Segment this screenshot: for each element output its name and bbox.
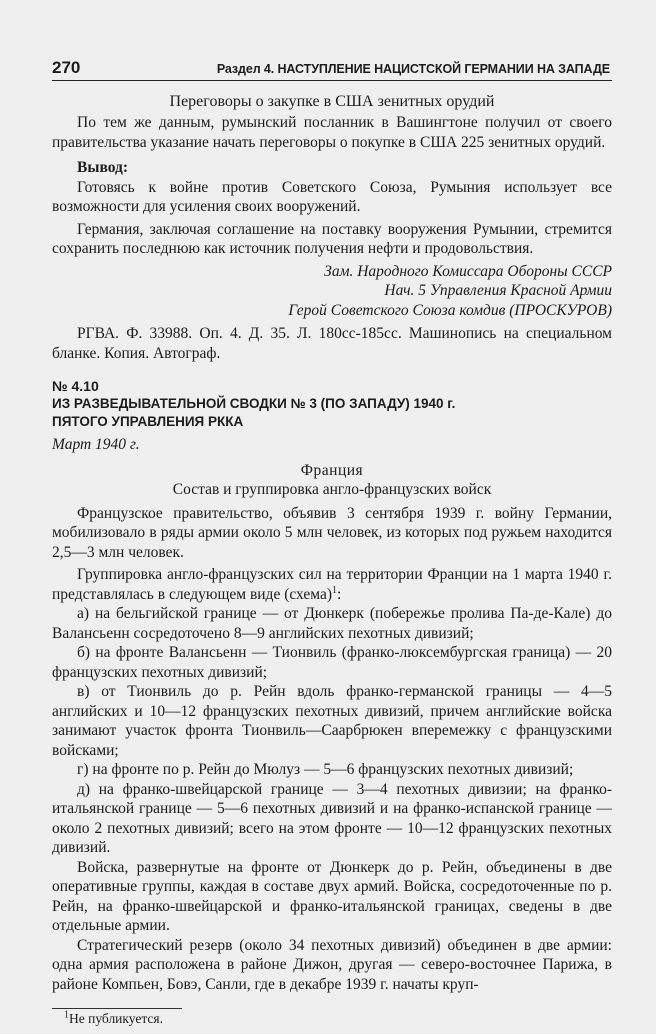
paragraph: Войска, развернутые на фронте от Дюнкерк до р. Рейн, объединены в две оперативные группы, каждая в составе двух армий. Войска, сосредоточенные по р. Рейн, на франко-швейцарской и франко-итальянской границах, сведены в две отдельные армии. — [52, 858, 612, 934]
running-title: Раздел 4. НАСТУПЛЕНИЕ НАЦИСТСКОЙ ГЕРМАНИИ НА ЗАПАДЕ — [216, 62, 610, 76]
signature-line: Нач. 5 Управления Красной Армии — [384, 282, 612, 299]
page-header — [52, 58, 612, 81]
list-item: д) на франко-швейцарской границе — 3—4 пехотных дивизии; на франко-итальянской границе — 5—6 пехотных дивизий и на франко-испанской границе — около 2 пехотных дивизий; всего на этом фронте — 10—12 французских пехотных дивизий. — [52, 780, 612, 856]
footnote-marker: 1 — [64, 1009, 69, 1021]
paragraph: Стратегический резерв (около 34 пехотных дивизий) объединен в две армии: одна армия расположена в районе Дижон, другая — северо-восточнее Парижа, в районе Компьен, Бовэ, Санли, где в декабре 1939 г. начаты круп- — [52, 936, 612, 993]
signature-line: Зам. Народного Комиссара Обороны СССР — [324, 262, 612, 280]
document-number: № 4.10 — [52, 378, 99, 394]
signature-line: Герой Советского Союза комдив (ПРОСКУРОВ) — [288, 301, 612, 319]
footnote-divider — [52, 1008, 182, 1009]
document-title: ПЯТОГО УПРАВЛЕНИЯ РККА — [52, 414, 244, 429]
section-heading: Переговоры о закупке в США зенитных орудий — [169, 93, 495, 110]
signature-block — [52, 262, 612, 321]
paragraph — [52, 565, 612, 604]
paragraph-text-end: : — [337, 585, 342, 603]
footnote-text: Не публикуется. — [69, 1011, 163, 1026]
paragraph-text: Группировка англо-французских сил на территории Франции на 1 марта 1940 г. представлялась в следующем виде (схема) — [52, 566, 612, 603]
paragraph: По тем же данным, румынский посланник в Вашингтоне получил от своего правительства указание начать переговоры о покупке в США 225 зенитных орудий. — [52, 114, 612, 151]
conclusion-label: Вывод: — [77, 159, 129, 176]
paragraph: Французское правительство, объявив 3 сентября 1939 г. войну Германии, мобилизовало в ряды армии около 5 млн человек, из которых под ружьем находится 2,5—3 млн человек. — [52, 504, 612, 561]
list-item: б) на фронте Валансьенн — Тионвиль (франко-люксембургская граница) — 20 французских пехотных дивизий; — [52, 644, 612, 681]
footnote — [52, 1011, 612, 1027]
book-page — [52, 58, 612, 1027]
archive-source: РГВА. Ф. 33988. Оп. 4. Д. 35. Л. 180сс-185сс. Машинопись на специальном бланке. Копия. Автограф. — [52, 325, 612, 362]
list-item: а) на бельгийской границе — от Дюнкерк (побережье пролива Па-де-Кале) до Валансьенн сосредоточено 8—9 английских пехотных дивизий; — [52, 605, 612, 642]
country-heading: Франция — [300, 461, 364, 479]
section-subtitle: Состав и группировка англо-французских войск — [172, 481, 492, 498]
paragraph: Германия, заключая соглашение на поставку вооружения Румынии, стремится сохранить последнюю как источник получения нефти и продовольствия. — [52, 220, 612, 257]
paragraph: Готовясь к войне против Советского Союза, Румыния использует все возможности для усиления своих вооружений. — [52, 178, 612, 215]
page-number: 270 — [52, 58, 81, 77]
list-item: в) от Тионвиль до р. Рейн вдоль франко-германской границы — 4—5 английских и 10—12 французских пехотных дивизий, причем английские войска занимают участок фронта Тионвиль—Саарбрюкен вперемежку с французскими войсками; — [52, 683, 612, 759]
document-date: Март 1940 г. — [52, 436, 140, 453]
list-item: г) на фронте по р. Рейн до Мюлуз — 5—6 французских пехотных дивизий; — [77, 761, 574, 778]
footnote-ref[interactable]: 1 — [332, 584, 338, 596]
document-title: ИЗ РАЗВЕДЫВАТЕЛЬНОЙ СВОДКИ № 3 (ПО ЗАПАДУ) 1940 г. — [52, 396, 456, 411]
